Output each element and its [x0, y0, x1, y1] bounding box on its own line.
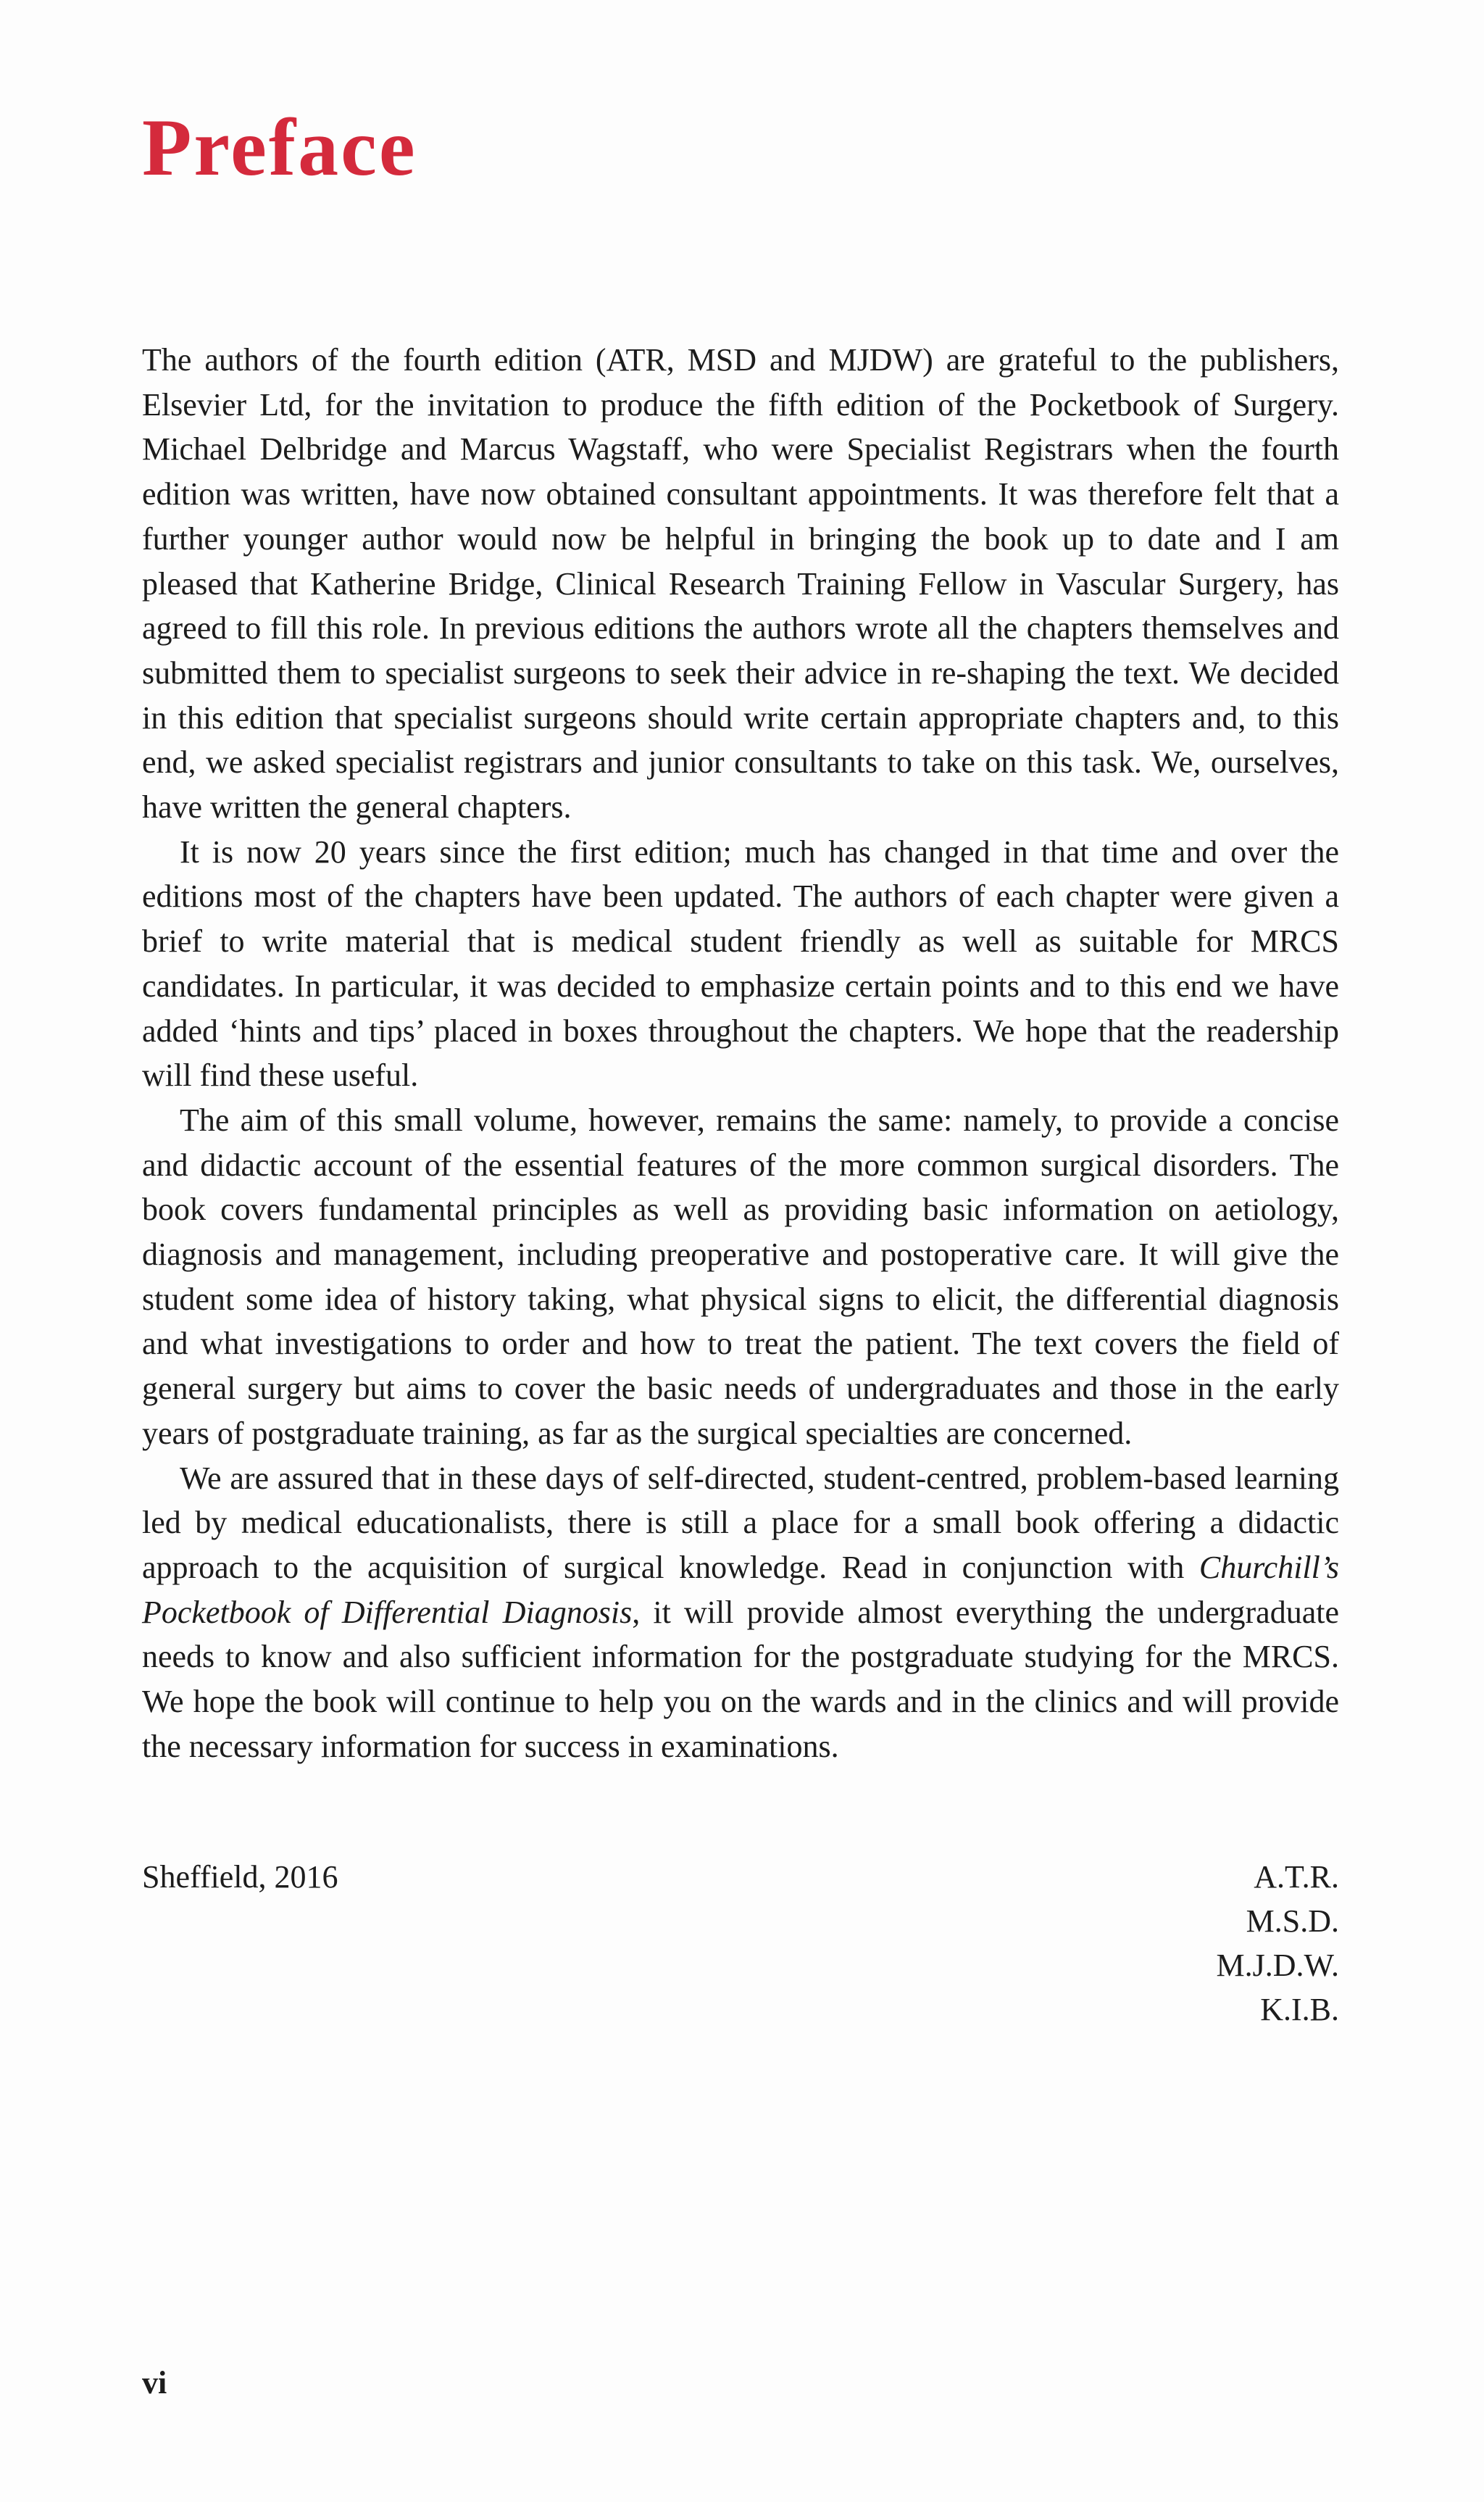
paragraph-1: The authors of the fourth edition (ATR, MSD and MJDW) are grateful to the publishers, Elsevier Ltd, for the invitation to produce the fifth edition of the Pocketbook of Surgery. Michael Delbridge and Marcus Wagstaff, who were Specialist Registrars when the fourth edition was written, have now obtained consultant appointments. It was therefore felt that a further younger author would now be helpful in bringing the book up to date and I am pleased that Katherine Bridge, Clinical Research Training Fellow in Vascular Surgery, has agreed to fill this role. In previous editions the authors wrote all the chapters themselves and submitted them to specialist surgeons to seek their advice in re-shaping the text. We decided in this edition that specialist surgeons should write certain appropriate chapters and, to this end, we asked specialist registrars and junior consultants to take on this task. We, ourselves, have written the general chapters. [142, 342, 1339, 826]
paragraph-3: The aim of this small volume, however, remains the same: namely, to provide a concise and didactic account of the essential features of the more common surgical disorders. The book covers fundamental principles as well as providing basic information on aetiology, diagnosis and management, including preoperative and postoperative care. It will give the student some idea of history taking, what physical signs to elicit, the differential diagnosis and what investigations to order and how to treat the patient. The text covers the field of general surgery but aims to cover the basic needs of undergraduates and those in the early years of postgraduate training, as far as the surgical specialties are concerned. [142, 1102, 1339, 1451]
paragraph-4-text-start: We are assured that in these days of self-directed, student-centred, problem-based learning led by medical educationalists, there is still a place for a small book offering a didactic approach to the acquisition of surgical knowledge. Read in conjunction with [142, 1460, 1339, 1585]
book-title-reference: Churchill’s Pocketbook of Differential Diagnosis [142, 1549, 1339, 1630]
author-initial: M.S.D. [1246, 1903, 1339, 1939]
page-title: Preface [142, 103, 417, 193]
author-initials [1216, 1855, 1339, 2032]
place-date: Sheffield, 2016 [142, 1859, 338, 1895]
paragraph-4-text-end: , it will provide almost everything the undergraduate needs to know and also sufficient information for the postgraduate studying for the MRCS. We hope the book will continue to help you on the wards and in the clinics and will provide the necessary information for success in examinations. [142, 1594, 1339, 1764]
preface-body [142, 338, 1339, 1769]
author-initial: A.T.R. [1254, 1859, 1339, 1895]
paragraph-2: It is now 20 years since the first edition; much has changed in that time and over the editions most of the chapters have been updated. The authors of each chapter were given a brief to write material that is medical student friendly as well as suitable for MRCS candidates. In particular, it was decided to emphasize certain points and to this end we have added ‘hints and tips’ placed in boxes throughout the chapters. We hope that the readership will find these useful. [142, 834, 1339, 1094]
paragraph-4 [142, 1456, 1339, 1769]
author-initial: K.I.B. [1260, 1992, 1339, 2027]
page-number: vi [142, 2365, 167, 2401]
author-initial: M.J.D.W. [1216, 1948, 1339, 1983]
